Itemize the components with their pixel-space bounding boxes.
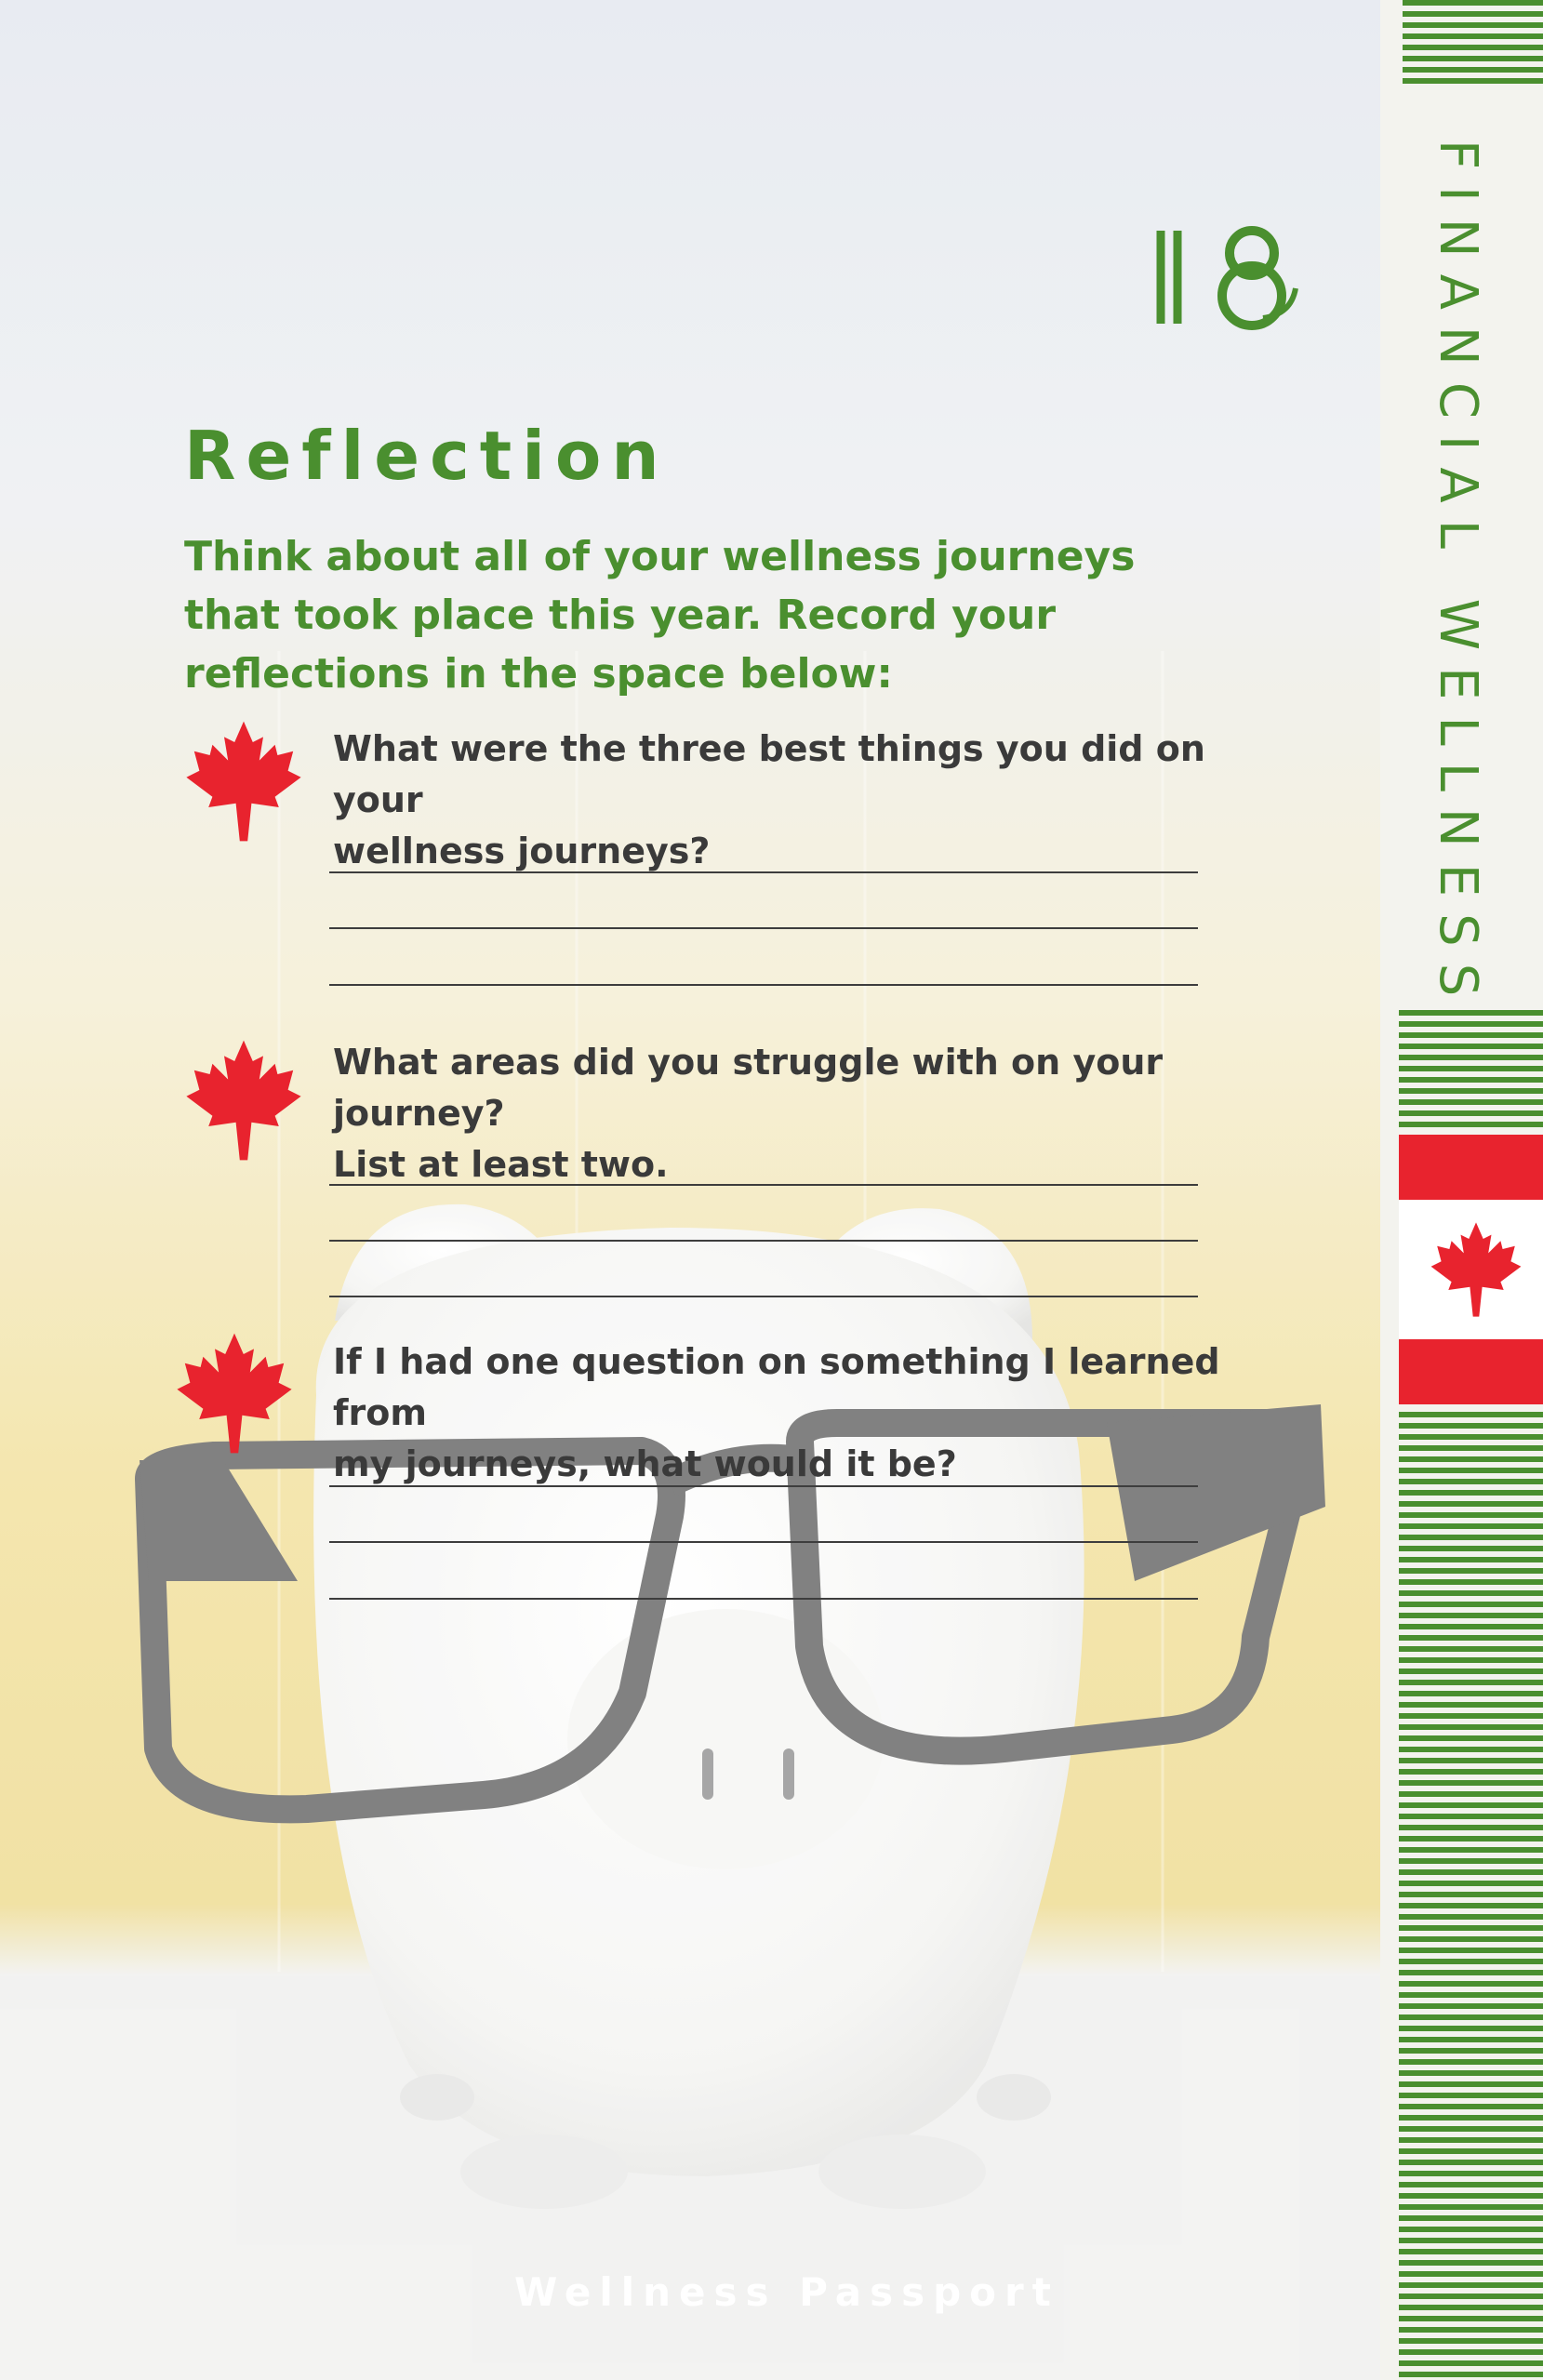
answer-line[interactable]: [329, 1184, 1198, 1186]
sidebar-stripe: [1399, 1456, 1543, 1462]
sidebar-stripe: [1399, 1825, 1543, 1830]
sidebar-stripe: [1399, 1646, 1543, 1652]
sidebar-stripe: [1399, 1691, 1543, 1696]
sidebar-stripe: [1399, 1903, 1543, 1908]
answer-line[interactable]: [329, 1296, 1198, 1297]
sidebar-stripe: [1399, 1055, 1543, 1060]
sidebar-stripe: [1403, 0, 1543, 6]
sidebar-stripe: [1399, 1735, 1543, 1741]
sidebar-stripe: [1399, 1948, 1543, 1953]
sidebar-stripe: [1399, 1680, 1543, 1685]
sidebar-stripe: [1399, 1579, 1543, 1585]
question-2: [333, 1037, 1263, 1190]
sidebar-stripe: [1399, 1602, 1543, 1607]
sidebar-stripe: [1399, 2260, 1543, 2266]
sidebar-stripe: [1399, 2137, 1543, 2143]
sidebar-stripe: [1399, 1468, 1543, 1473]
sidebar-stripe: [1399, 1423, 1543, 1429]
page-number: [1151, 214, 1310, 335]
sidebar-stripe: [1399, 1747, 1543, 1752]
sidebar-stripe: [1399, 1546, 1543, 1551]
sidebar-stripe: [1403, 22, 1543, 28]
sidebar-stripe: [1399, 1568, 1543, 1574]
sidebar-stripe: [1399, 1669, 1543, 1674]
sidebar-stripe: [1399, 1512, 1543, 1518]
sidebar-stripe: [1399, 2182, 1543, 2187]
sidebar-stripe: [1399, 1523, 1543, 1529]
sidebar-stripe: [1399, 2294, 1543, 2299]
sidebar-stripe: [1399, 1970, 1543, 1975]
question-3-line-1: If I had one question on something I learned from: [333, 1341, 1220, 1433]
sidebar-stripe: [1403, 78, 1543, 84]
sidebar-stripe: [1403, 67, 1543, 73]
answer-line[interactable]: [329, 927, 1198, 929]
question-2-line-1: What areas did you struggle with on your journey?: [333, 1042, 1164, 1134]
sidebar-stripe: [1399, 1535, 1543, 1540]
sidebar-stripe: [1399, 2227, 1543, 2232]
sidebar-stripe: [1399, 1936, 1543, 1942]
sidebar-stripe: [1399, 1780, 1543, 1786]
sidebar-stripe: [1399, 2372, 1543, 2377]
sidebar-stripe: [1399, 1702, 1543, 1708]
maple-leaf-icon: [179, 716, 309, 846]
maple-leaf-icon: [179, 1035, 309, 1165]
sidebar-stripe: [1399, 1099, 1543, 1105]
sidebar-stripe: [1399, 2070, 1543, 2076]
maple-leaf-icon: [169, 1328, 299, 1458]
sidebar-stripe: [1403, 45, 1543, 50]
sidebar-stripe: [1399, 1758, 1543, 1763]
sidebar-stripe: [1399, 1847, 1543, 1853]
sidebar-stripe: [1399, 2059, 1543, 2065]
sidebar-stripe: [1399, 1479, 1543, 1484]
sidebar-stripe: [1399, 1858, 1543, 1864]
sidebar-stripe: [1399, 1992, 1543, 1998]
sidebar-stripe: [1399, 1959, 1543, 1964]
sidebar-stripe: [1399, 2014, 1543, 2020]
sidebar-stripe: [1399, 2193, 1543, 2199]
sidebar-stripe: [1399, 2271, 1543, 2277]
sidebar-stripe: [1399, 2305, 1543, 2310]
sidebar-stripe: [1399, 1434, 1543, 1440]
sidebar-stripe: [1399, 2048, 1543, 2054]
sidebar-stripe: [1399, 1590, 1543, 1596]
sidebar-stripe: [1399, 2026, 1543, 2031]
sidebar-stripe: [1399, 1445, 1543, 1451]
sidebar-stripe: [1399, 1412, 1543, 1417]
sidebar-stripe: [1399, 1066, 1543, 1071]
sidebar-stripe: [1399, 1836, 1543, 1842]
sidebar-stripe: [1399, 1501, 1543, 1507]
sidebar-stripe: [1399, 1869, 1543, 1875]
question-3: [333, 1336, 1263, 1490]
answer-line[interactable]: [329, 984, 1198, 986]
sidebar-stripe: [1399, 1791, 1543, 1797]
sidebar-stripe: [1399, 2282, 1543, 2288]
sidebar-stripe: [1403, 56, 1543, 61]
sidebar-stripe: [1399, 2148, 1543, 2154]
sidebar-stripe: [1399, 2160, 1543, 2165]
sidebar-stripe: [1399, 1021, 1543, 1027]
sidebar-stripe: [1399, 1635, 1543, 1641]
sidebar-stripe: [1399, 2316, 1543, 2321]
answer-line[interactable]: [329, 1541, 1198, 1543]
sidebar-stripe: [1399, 2360, 1543, 2366]
sidebar-stripe: [1399, 1657, 1543, 1663]
sidebar-stripe: [1403, 11, 1543, 17]
sidebar-stripe: [1403, 33, 1543, 39]
answer-line[interactable]: [329, 871, 1198, 873]
sidebar-stripe: [1399, 1769, 1543, 1775]
sidebar-stripe: [1399, 1624, 1543, 1629]
question-2-line-2: List at least two.: [333, 1144, 669, 1185]
sidebar-stripe: [1399, 2327, 1543, 2333]
sidebar-stripe: [1399, 2249, 1543, 2254]
question-1-line-2: wellness journeys?: [333, 831, 711, 871]
question-1: [333, 724, 1263, 877]
sidebar-stripe: [1399, 1032, 1543, 1038]
section-title-text: FINANCIAL WELLNESS: [1428, 140, 1488, 1014]
sidebar-stripe: [1399, 1490, 1543, 1496]
flag-red-band: [1399, 1135, 1543, 1200]
sidebar-stripe: [1399, 1802, 1543, 1808]
sidebar-stripe: [1399, 1077, 1543, 1083]
sidebar-stripe: [1399, 1044, 1543, 1049]
sidebar-stripe: [1399, 1557, 1543, 1562]
sidebar-stripe: [1399, 2093, 1543, 2098]
question-3-line-2: my journeys, what would it be?: [333, 1443, 957, 1484]
sidebar-stripe: [1399, 2349, 1543, 2355]
sidebar-stripe: [1399, 2215, 1543, 2221]
sidebar-stripe: [1399, 2115, 1543, 2121]
sidebar-stripe: [1399, 2238, 1543, 2243]
answer-line[interactable]: [329, 1485, 1198, 1487]
sidebar-stripe: [1399, 2171, 1543, 2176]
intro-text: Think about all of your wellness journeys that took place this year. Record your reflections in the space below:: [184, 533, 1136, 698]
sidebar-stripe: [1399, 1088, 1543, 1094]
sidebar-stripe: [1399, 2338, 1543, 2344]
sidebar-stripe: [1399, 2126, 1543, 2132]
sidebar-stripe: [1399, 2081, 1543, 2087]
sidebar-stripe: [1399, 1122, 1543, 1127]
answer-line[interactable]: [329, 1240, 1198, 1242]
page-number-glyph: [1151, 214, 1310, 335]
sidebar-stripe: [1399, 1814, 1543, 1819]
sidebar-stripe: [1399, 2003, 1543, 2009]
sidebar-stripe: [1399, 1914, 1543, 1920]
answer-line[interactable]: [329, 1598, 1198, 1600]
sidebar-stripe: [1399, 1110, 1543, 1116]
sidebar-stripe: [1399, 1724, 1543, 1730]
sidebar-stripe: [1399, 2104, 1543, 2109]
question-1-line-1: What were the three best things you did on your: [333, 728, 1205, 820]
sidebar-stripe: [1399, 1713, 1543, 1719]
sidebar-stripe: [1399, 1892, 1543, 1897]
sidebar-stripe: [1399, 2204, 1543, 2210]
sidebar-stripe: [1399, 1613, 1543, 1618]
sidebar-stripe: [1399, 1881, 1543, 1886]
page-title: Reflection: [184, 417, 670, 495]
flag-red-band: [1399, 1339, 1543, 1404]
sidebar-stripe: [1399, 1981, 1543, 1987]
footer-brand: Wellness Passport: [514, 2269, 1059, 2315]
sidebar-stripe: [1399, 2037, 1543, 2042]
sidebar-stripe: [1399, 1925, 1543, 1931]
